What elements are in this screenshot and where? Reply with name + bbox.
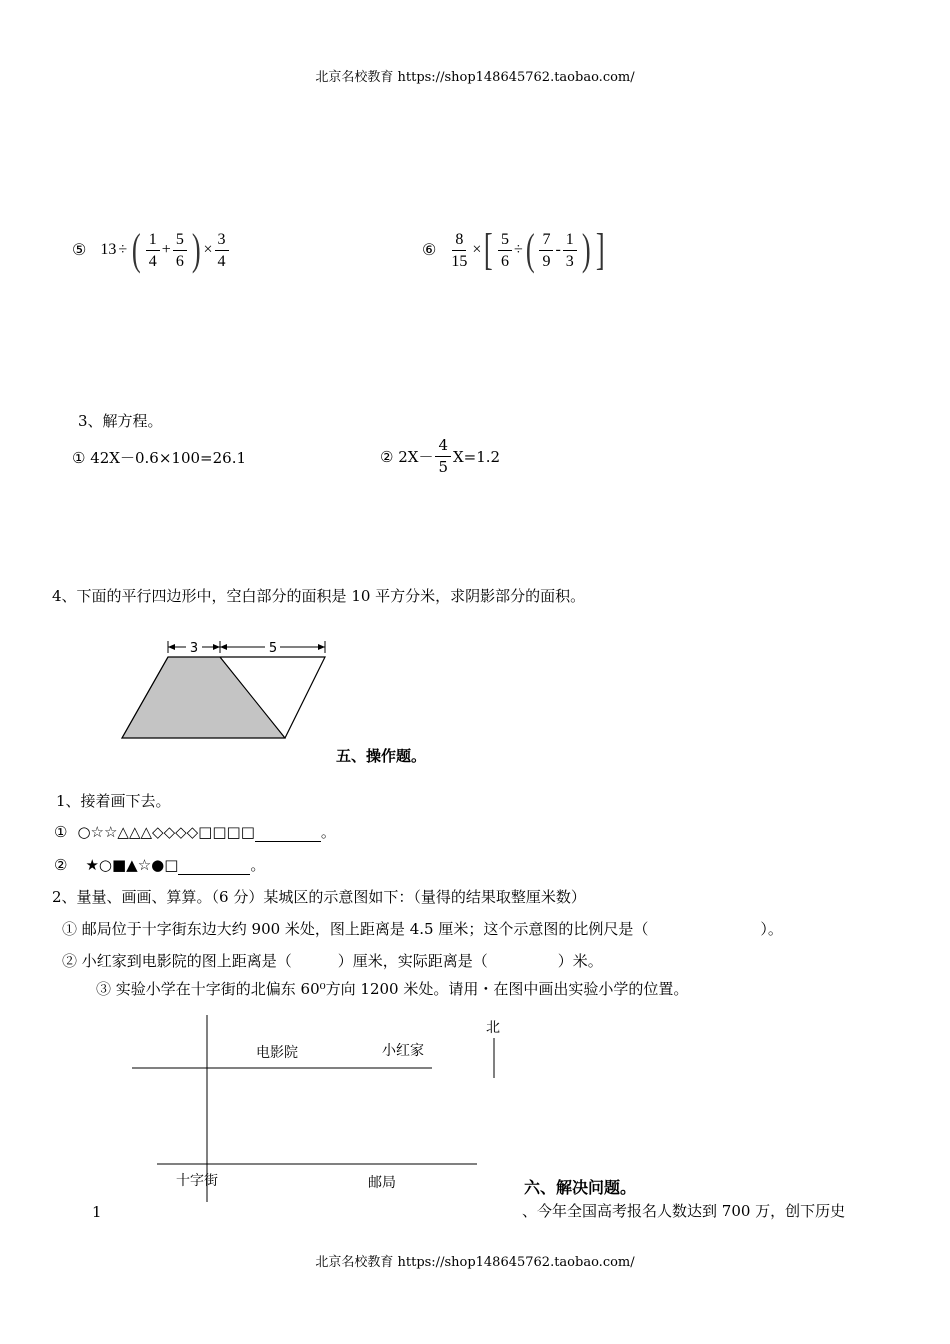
post-office-label: 邮局 <box>368 1175 396 1191</box>
whole-number: 13 <box>100 241 117 258</box>
shaded-trapezoid <box>122 657 285 738</box>
fraction: $\frac{5}{6}$ <box>498 231 512 270</box>
pattern-1-sequence: ○☆☆△△△◇◇◇◇□□□□ <box>77 823 255 841</box>
minus-sign: - <box>555 241 561 258</box>
dim-label-right: 5 <box>268 641 278 656</box>
divide-sign: ÷ <box>118 241 128 258</box>
times-sign: × <box>203 241 213 258</box>
arrow-head <box>168 644 175 650</box>
question-2a <box>62 918 783 939</box>
answer-blank[interactable] <box>292 952 338 970</box>
crossroad-label: 十字街 <box>176 1173 218 1189</box>
equation-2 <box>380 437 500 476</box>
divide-sign: ÷ <box>514 241 523 258</box>
pattern-2-sequence: ★○■▲☆●□ <box>85 856 179 874</box>
page-footer: 北京名校教育 https://shop148645762.taobao.com/ <box>315 1255 635 1270</box>
equation-1: ① 42X－0.6×100=26.1 <box>72 449 247 467</box>
fraction: $\frac{1}{3}$ <box>563 231 577 270</box>
answer-blank[interactable] <box>178 856 250 875</box>
section-6-title: 六、解决问题。 <box>524 1178 637 1197</box>
left-bracket: [ <box>484 225 494 274</box>
north-label: 北 <box>486 1020 500 1036</box>
fraction: $\frac{5}{6}$ <box>173 231 187 270</box>
right-paren: ) <box>191 225 201 274</box>
answer-blank[interactable] <box>255 823 321 842</box>
left-paren: ( <box>132 225 141 274</box>
question-2c: ③ 实验小学在十字街的北偏东 60⁰方向 1200 米处。请用・在图中画出实验小学的位置。 <box>96 980 689 998</box>
plus-sign: + <box>161 241 171 258</box>
question-2a-text: ① 邮局位于十字街东边大约 900 米处，图上距离是 4.5 厘米；这个示意图的比例尺是（ <box>62 920 649 938</box>
equation-2-tail: X=1.2 <box>453 447 501 466</box>
section-5-title: 五、操作题。 <box>336 747 427 765</box>
fraction: $\frac{1}{4}$ <box>146 231 160 270</box>
problem-number: ⑥ <box>422 242 437 259</box>
times-sign: × <box>472 241 482 258</box>
cinema-label: 电影院 <box>256 1045 298 1061</box>
equation-2-lead: ② 2X－ <box>380 448 434 466</box>
right-bracket: ] <box>596 225 606 274</box>
dim-label-left: 3 <box>189 641 199 656</box>
equations-title: 3、解方程。 <box>78 412 163 430</box>
question-2b-text: ② 小红家到电影院的图上距离是（ <box>62 952 292 970</box>
question-2b-mid: ）厘米，实际距离是（ <box>337 952 488 970</box>
question-1-title: 1、接着画下去。 <box>56 792 171 810</box>
calc-problem-5 <box>72 225 231 274</box>
pattern-2-label: ② <box>54 856 68 874</box>
period: 。 <box>250 856 266 874</box>
pattern-2 <box>54 854 265 875</box>
question-2-title: 2、量量、画画、算算。（6 分）某城区的示意图如下：（量得的结果取整厘米数） <box>52 888 586 906</box>
problem-number: ⑤ <box>72 242 87 259</box>
pattern-1 <box>54 821 336 842</box>
fraction: $\frac{7}{9}$ <box>539 231 553 270</box>
left-paren: ( <box>525 225 535 274</box>
period: 。 <box>320 823 336 841</box>
answer-blank[interactable] <box>488 952 558 970</box>
question-4-text: 4、下面的平行四边形中，空白部分的面积是 10 平方分米，求阴影部分的面积。 <box>52 587 586 605</box>
calc-problem-6 <box>422 225 608 274</box>
page-number: 1 <box>92 1203 102 1221</box>
question-2b <box>62 950 603 971</box>
section-6-question-1: 、今年全国高考报名人数达到 700 万，创下历史 <box>522 1202 846 1220</box>
question-2a-close: ）。 <box>760 920 783 938</box>
arrow-head <box>213 644 220 650</box>
fraction: $\frac{8}{15}$ <box>451 230 468 270</box>
question-2b-close: ）米。 <box>557 952 603 970</box>
fraction: $\frac{3}{4}$ <box>215 231 229 270</box>
pattern-1-label: ① <box>54 823 68 841</box>
page-header: 北京名校教育 https://shop148645762.taobao.com/ <box>315 70 635 85</box>
fraction: $\frac{4}{5}$ <box>435 437 451 476</box>
arrow-head <box>318 644 325 650</box>
right-paren: ) <box>581 225 591 274</box>
arrow-head <box>220 644 227 650</box>
parallelogram-figure <box>110 635 340 745</box>
answer-blank[interactable] <box>648 920 760 938</box>
xiaohong-home-label: 小红家 <box>382 1043 424 1059</box>
